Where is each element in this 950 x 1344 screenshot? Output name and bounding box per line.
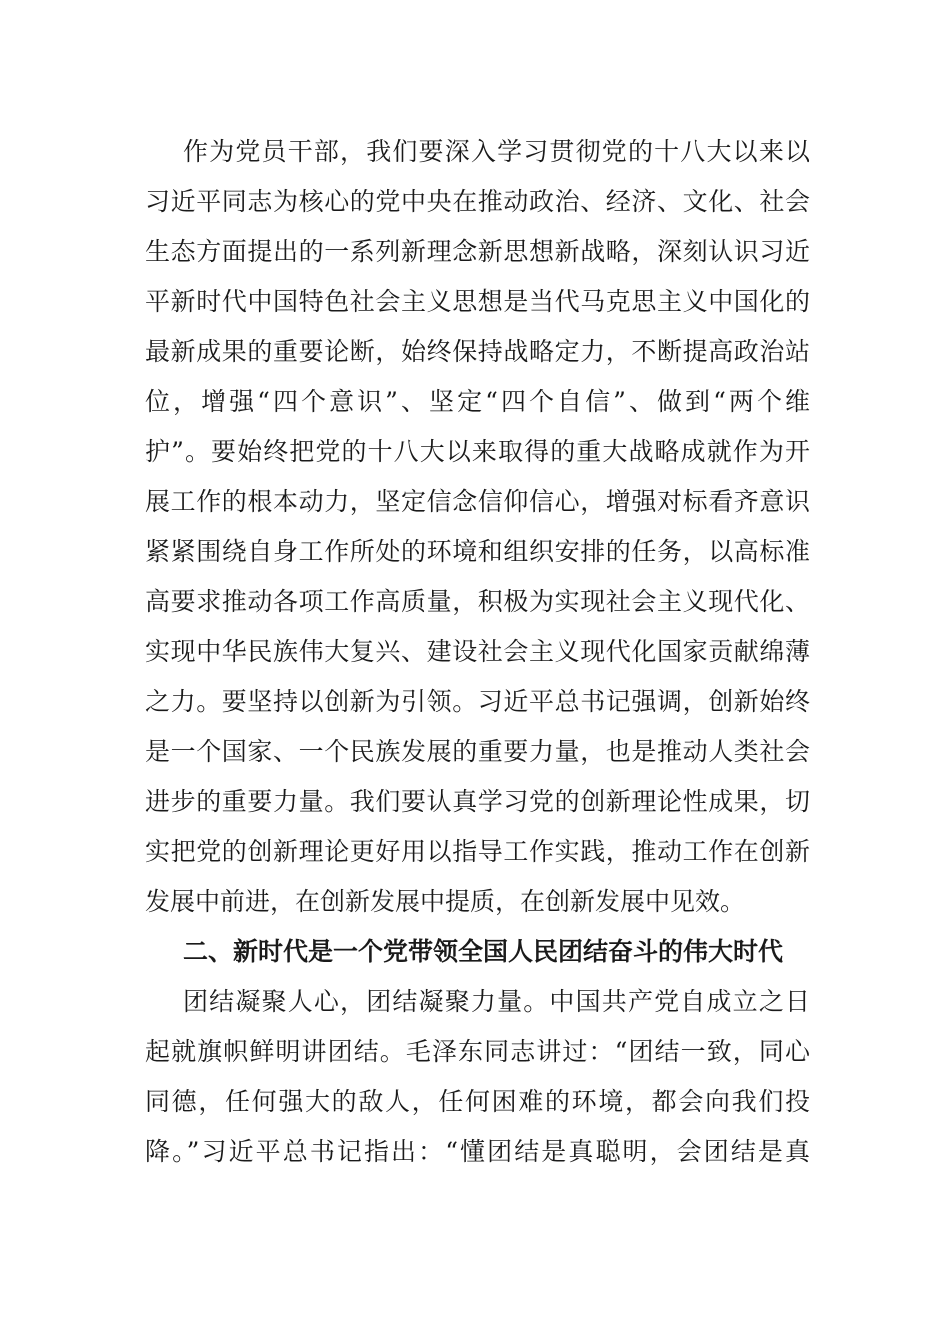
paragraph-2-line-3: 同德，任何强大的敌人，任何困难的环境，都会向我们投 xyxy=(145,1087,810,1116)
paragraph-1-line-6: 位，增强“四个意识”、坚定“四个自信”、做到“两个维 xyxy=(145,387,810,416)
paragraph-1-line-11: 实现中华民族伟大复兴、建设社会主义现代化国家贡献绵薄 xyxy=(145,637,810,666)
paragraph-2-line-2: 起就旗帜鲜明讲团结。毛泽东同志讲过：“团结一致，同心 xyxy=(145,1037,810,1066)
paragraph-1-line-15: 实把党的创新理论更好用以指导工作实践，推动工作在创新 xyxy=(145,837,810,866)
paragraph-1-line-9: 紧紧围绕自身工作所处的环境和组织安排的任务，以高标准 xyxy=(145,537,810,566)
section-heading: 二、新时代是一个党带领全国人民团结奋斗的伟大时代 xyxy=(183,937,784,966)
paragraph-1-line-8: 展工作的根本动力，坚定信念信仰信心，增强对标看齐意识 xyxy=(145,487,810,516)
paragraph-1-line-7: 护”。要始终把党的十八大以来取得的重大战略成就作为开 xyxy=(145,437,810,466)
paragraph-1-line-13: 是一个国家、一个民族发展的重要力量，也是推动人类社会 xyxy=(145,737,810,766)
paragraph-1-line-3: 生态方面提出的一系列新理念新思想新战略，深刻认识习近 xyxy=(145,237,810,266)
paragraph-1-line-12: 之力。要坚持以创新为引领。习近平总书记强调，创新始终 xyxy=(145,687,810,716)
paragraph-1-line-1: 作为党员干部，我们要深入学习贯彻党的十八大以来以 xyxy=(183,137,810,166)
paragraph-1-line-10: 高要求推动各项工作高质量，积极为实现社会主义现代化、 xyxy=(145,587,810,616)
paragraph-1-line-5: 最新成果的重要论断，始终保持战略定力，不断提高政治站 xyxy=(145,337,810,366)
paragraph-1-line-4: 平新时代中国特色社会主义思想是当代马克思主义中国化的 xyxy=(145,287,810,316)
paragraph-2-line-4: 降。”习近平总书记指出：“懂团结是真聪明，会团结是真 xyxy=(145,1137,810,1166)
paragraph-1-line-14: 进步的重要力量。我们要认真学习党的创新理论性成果，切 xyxy=(145,787,810,816)
paragraph-2-line-1: 团结凝聚人心，团结凝聚力量。中国共产党自成立之日 xyxy=(183,987,810,1016)
paragraph-1-line-16: 发展中前进，在创新发展中提质，在创新发展中见效。 xyxy=(145,887,746,916)
paragraph-1-line-2: 习近平同志为核心的党中央在推动政治、经济、文化、社会 xyxy=(145,187,810,216)
